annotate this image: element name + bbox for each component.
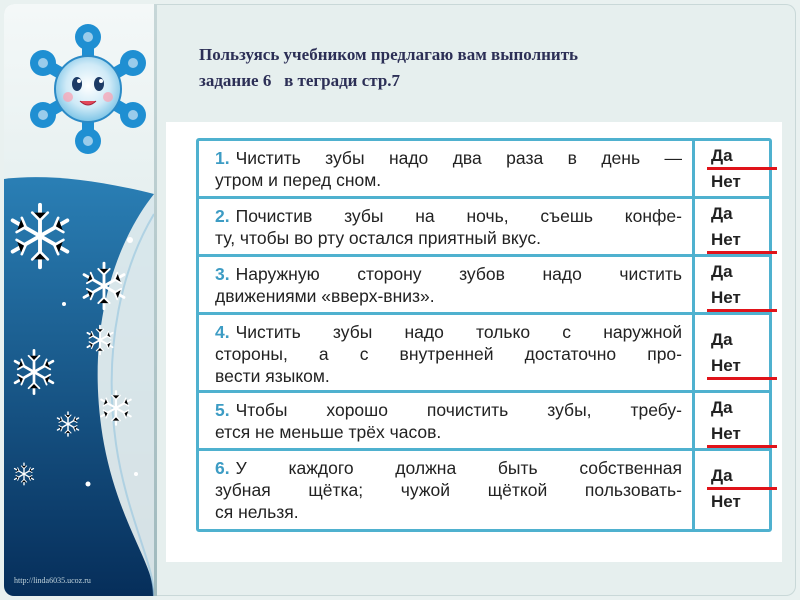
slide <box>4 4 796 596</box>
snowflake-sidebar <box>4 4 154 596</box>
question-line-text: У каждого должна быть собственная <box>235 458 682 478</box>
answer-no[interactable] <box>711 355 763 381</box>
question-line <box>215 343 682 365</box>
answer-yes[interactable] <box>711 203 763 229</box>
question-text <box>199 393 695 448</box>
question-line-text: ся нельзя. <box>215 502 299 522</box>
quiz-row <box>199 315 769 393</box>
question-line-text: ется не меньше трёх часов. <box>215 422 442 442</box>
question-number: 3. <box>215 264 230 284</box>
answer-yes-label: Да <box>711 262 733 281</box>
question-line-text: ту, чтобы во рту остался приятный вкус. <box>215 228 541 248</box>
winter-decoration <box>4 4 154 596</box>
red-underline-mark <box>707 167 777 170</box>
question-text <box>199 315 695 390</box>
question-line <box>215 501 682 523</box>
title-line: Пользуясь учебником предлагаю вам выполнить <box>199 45 579 64</box>
answer-cell <box>695 141 763 196</box>
question-number: 2. <box>215 206 230 226</box>
answer-no[interactable] <box>711 287 763 313</box>
answer-yes[interactable] <box>711 465 763 491</box>
question-number: 5. <box>215 400 230 420</box>
red-underline-mark <box>707 445 777 448</box>
question-line <box>215 421 682 443</box>
red-underline-mark <box>707 251 777 254</box>
footer-url: http://linda6035.ucoz.ru <box>14 576 91 585</box>
sidebar-divider <box>154 4 157 596</box>
slide-title <box>199 42 739 94</box>
answer-cell <box>695 451 763 529</box>
answer-yes-label: Да <box>711 146 733 165</box>
question-line <box>215 147 682 169</box>
answer-cell <box>695 393 763 448</box>
answer-yes-label: Да <box>711 204 733 223</box>
question-line-text: Наружную сторону зубов надо чистить <box>235 264 682 284</box>
answer-no-label: Нет <box>711 230 741 249</box>
answer-yes[interactable] <box>711 397 763 423</box>
quiz-row <box>199 393 769 451</box>
answer-yes-label: Да <box>711 330 733 349</box>
question-number: 6. <box>215 458 230 478</box>
title-line: задание 6 в тегради стр.7 <box>199 71 401 90</box>
snowflake-mascot-icon <box>30 24 146 154</box>
answer-cell <box>695 257 763 312</box>
question-line <box>215 399 682 421</box>
answer-no[interactable] <box>711 423 763 449</box>
quiz-table <box>196 138 772 532</box>
question-line <box>215 321 682 343</box>
answer-no-label: Нет <box>711 424 741 443</box>
answer-yes[interactable] <box>711 261 763 287</box>
answer-no[interactable] <box>711 171 763 197</box>
question-line <box>215 205 682 227</box>
question-line-text: Почистив зубы на ночь, съешь конфе- <box>235 206 682 226</box>
question-line-text: движениями «вверх-вниз». <box>215 286 435 306</box>
quiz-row <box>199 141 769 199</box>
question-line-text: Чистить зубы надо только с наружной <box>235 322 682 342</box>
question-line-text: утром и перед сном. <box>215 170 382 190</box>
question-line-text: Чистить зубы надо два раза в день — <box>235 148 682 168</box>
answer-no-label: Нет <box>711 288 741 307</box>
answer-cell <box>695 199 763 254</box>
answer-cell <box>695 315 763 390</box>
question-line <box>215 227 682 249</box>
answer-no-label: Нет <box>711 356 741 375</box>
question-number: 1. <box>215 148 230 168</box>
question-text <box>199 141 695 196</box>
question-text <box>199 451 695 529</box>
question-line-text: Чтобы хорошо почистить зубы, требу- <box>235 400 682 420</box>
quiz-card <box>166 122 782 562</box>
red-underline-mark <box>707 377 777 380</box>
question-line <box>215 457 682 479</box>
quiz-row <box>199 451 769 529</box>
question-line-text: стороны, а с внутренней достаточно про- <box>215 344 682 364</box>
answer-no[interactable] <box>711 229 763 255</box>
quiz-row <box>199 257 769 315</box>
question-number: 4. <box>215 322 230 342</box>
quiz-row <box>199 199 769 257</box>
answer-no[interactable] <box>711 491 763 517</box>
answer-yes[interactable] <box>711 145 763 171</box>
question-line-text: вести языком. <box>215 366 330 386</box>
answer-yes-label: Да <box>711 398 733 417</box>
question-text <box>199 199 695 254</box>
question-line <box>215 169 682 191</box>
question-text <box>199 257 695 312</box>
answer-yes[interactable] <box>711 329 763 355</box>
question-line <box>215 365 682 387</box>
question-line-text: зубная щётка; чужой щёткой пользовать- <box>215 480 682 500</box>
red-underline-mark <box>707 487 777 490</box>
answer-no-label: Нет <box>711 172 741 191</box>
question-line <box>215 479 682 501</box>
question-line <box>215 285 682 307</box>
red-underline-mark <box>707 309 777 312</box>
question-line <box>215 263 682 285</box>
answer-yes-label: Да <box>711 466 733 485</box>
answer-no-label: Нет <box>711 492 741 511</box>
